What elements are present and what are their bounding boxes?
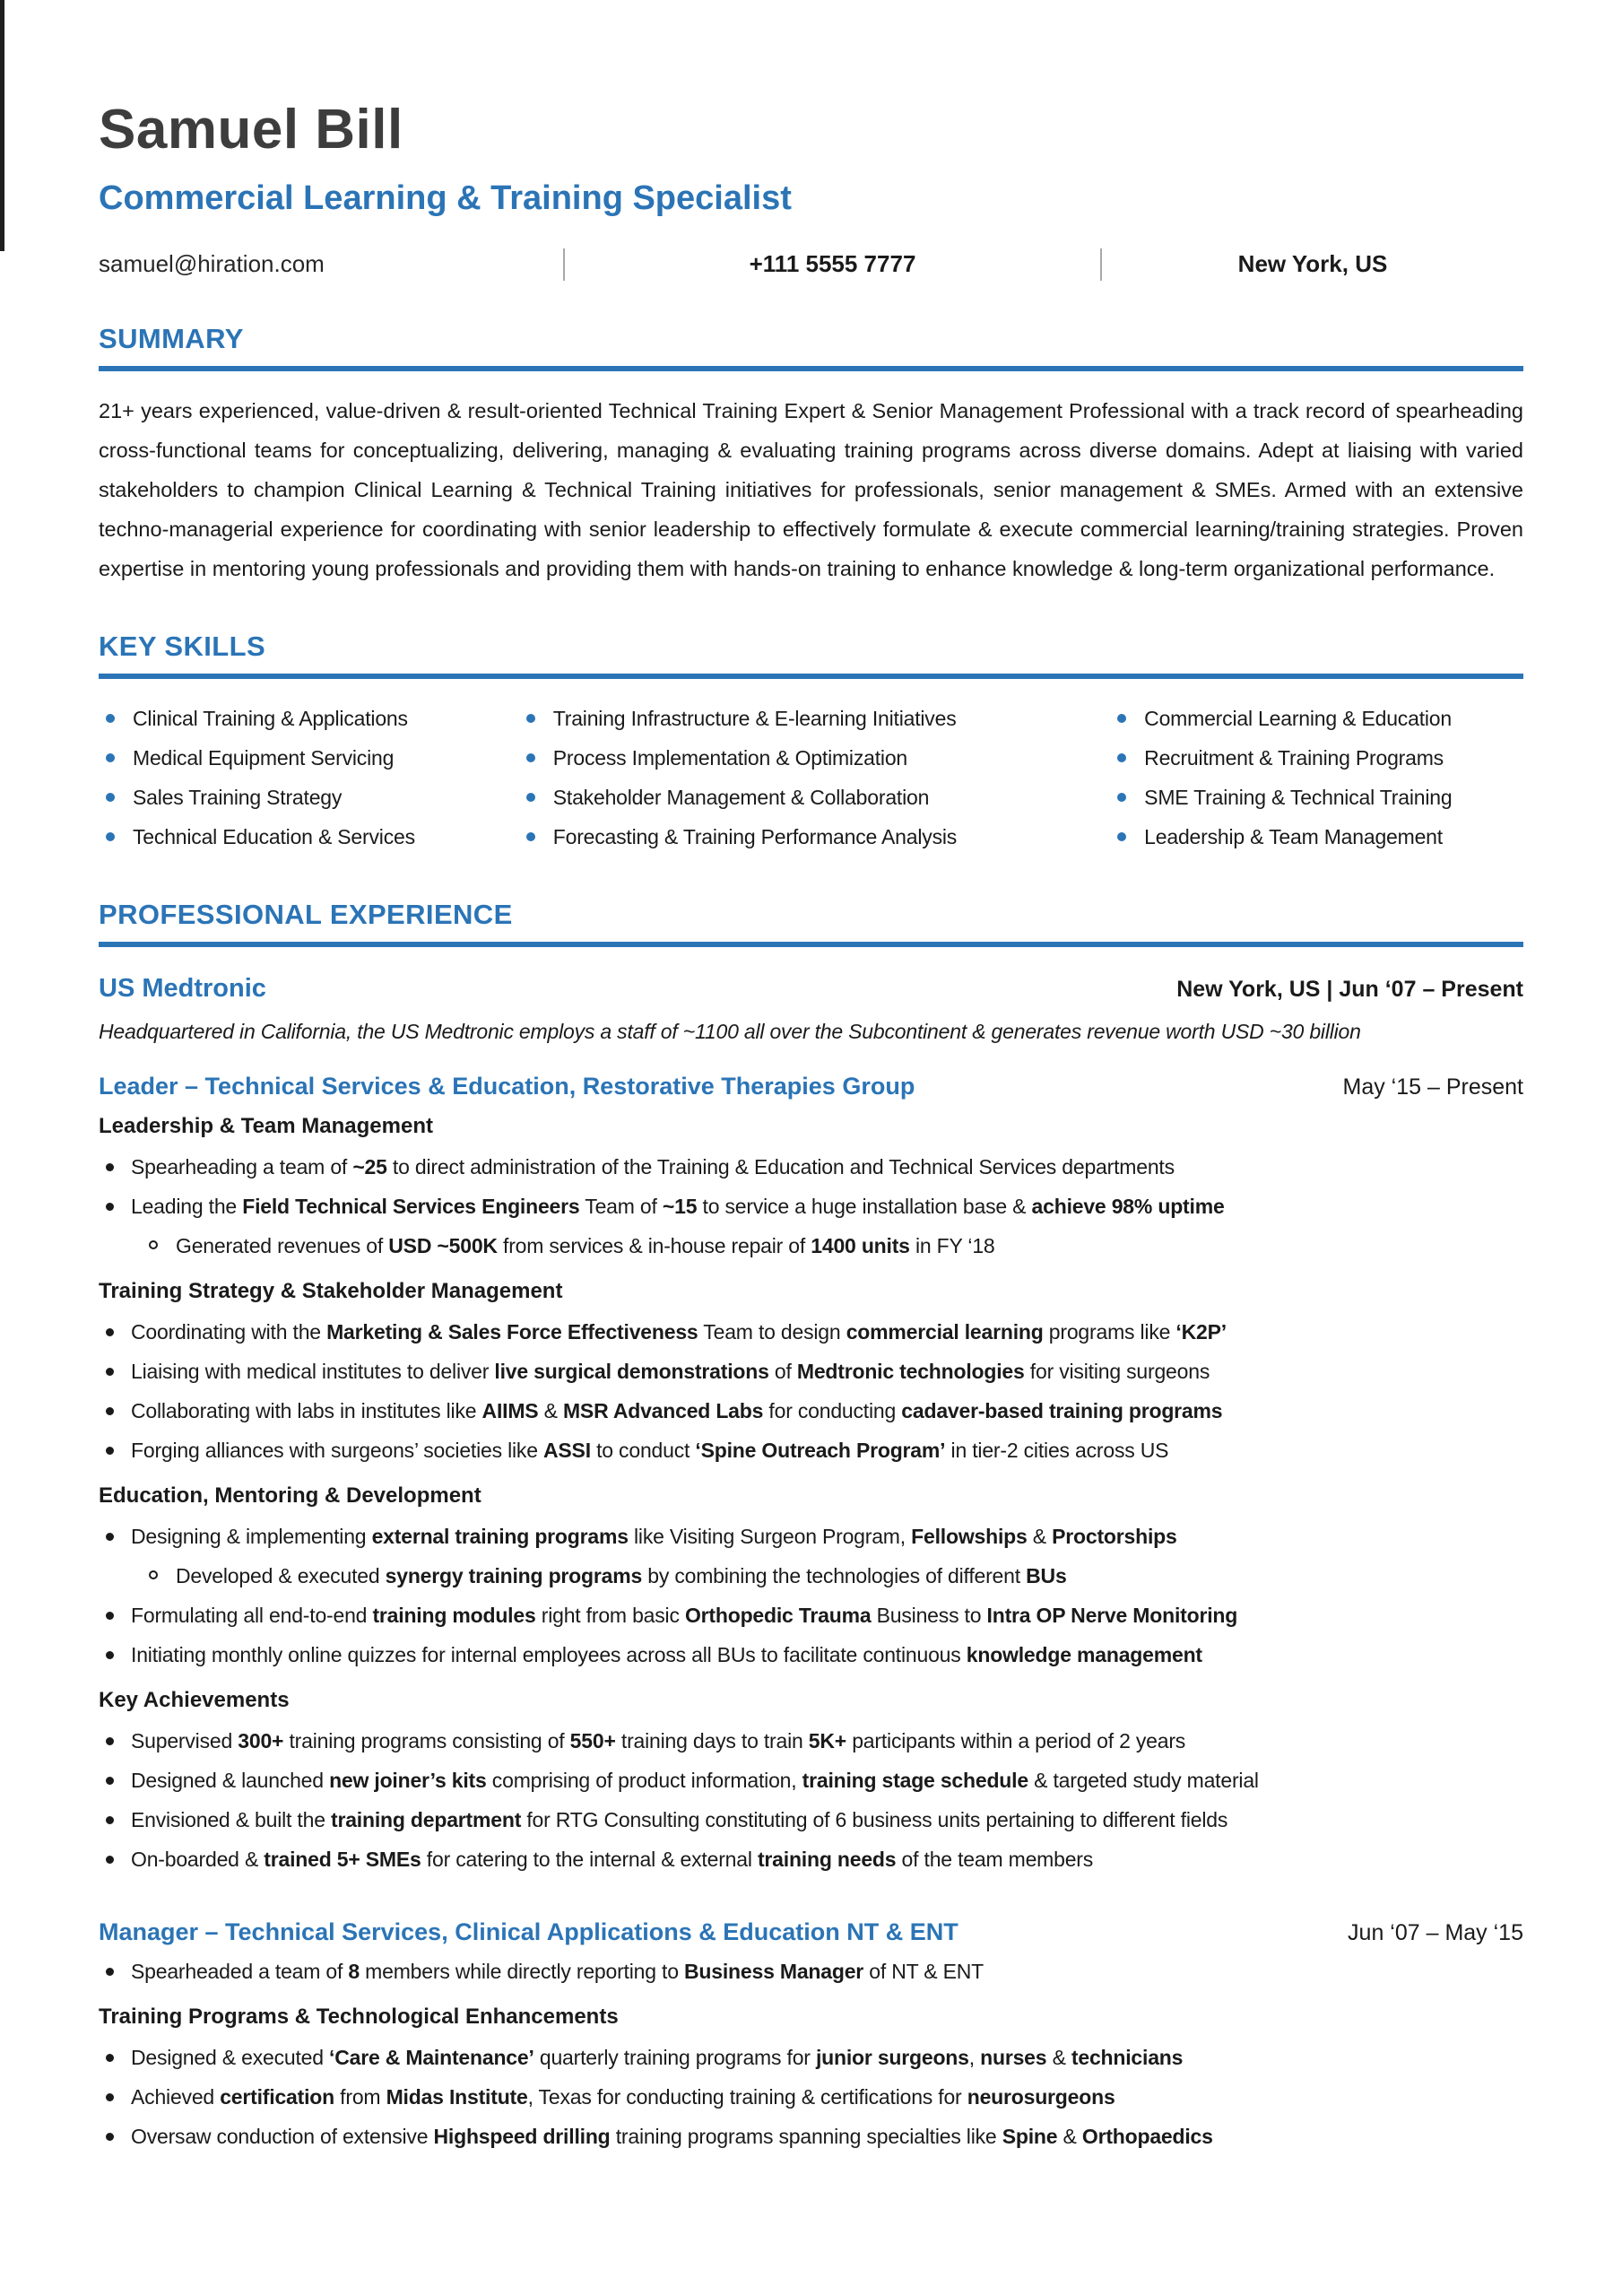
company-name: US Medtronic [99, 974, 266, 1004]
bullet-text: On-boarded & trained 5+ SMEs for catering to the internal & external training needs of the team members [131, 1848, 1094, 1872]
resume-header [99, 100, 1523, 281]
bullet-item [99, 1596, 1523, 1635]
skill-label: Sales Training Strategy [133, 785, 343, 809]
skill-column-1 [99, 699, 519, 857]
skill-item [1110, 699, 1523, 738]
skill-item [99, 778, 519, 817]
bullet-group [99, 1952, 1523, 1991]
bullet-marker-icon [99, 1517, 131, 1556]
bullet-text: Developed & executed synergy training programs by combining the technologies of different BUs [176, 1564, 1067, 1588]
bullet-dot-icon [526, 832, 535, 841]
summary-section [99, 322, 1523, 588]
bullet-dot-icon [106, 753, 115, 762]
bullet-dot-icon [526, 753, 535, 762]
bullet-dot-icon [1117, 793, 1126, 802]
bullet-group [99, 1996, 1523, 2156]
skill-item [99, 817, 519, 857]
bullet-text: Formulating all end-to-end training modules right from basic Orthopedic Trauma Business to Intra OP Nerve Monitoring [131, 1604, 1238, 1628]
bullet-marker-icon [99, 1952, 131, 1991]
role-header [99, 1918, 1523, 1946]
role-title: Leader – Technical Services & Education, Restorative Therapies Group [99, 1073, 915, 1100]
skill-item [99, 738, 519, 778]
bullet-text: Designed & launched new joiner’s kits comprising of product information, training stage schedule & targeted study material [131, 1769, 1259, 1793]
section-rule [99, 942, 1523, 947]
bullet-dot-icon [1117, 714, 1126, 723]
role-dates: May ‘15 – Present [1342, 1074, 1523, 1100]
bullet-marker-icon [99, 1761, 131, 1800]
bullet-marker-icon [99, 1800, 131, 1839]
key-skills-heading: KEY SKILLS [99, 631, 266, 663]
skill-label: Training Infrastructure & E-learning Initiatives [552, 706, 957, 730]
summary-heading: SUMMARY [99, 322, 244, 354]
bullet-text: Initiating monthly online quizzes for internal employees across all BUs to facilitate continuous knowledge management [131, 1643, 1202, 1667]
contact-row [99, 248, 1523, 281]
bullet-marker-icon [99, 1596, 131, 1635]
bullet-group-heading: Training Strategy & Stakeholder Management [99, 1279, 563, 1304]
bullet-marker-icon [99, 1721, 131, 1761]
bullet-item [99, 1187, 1523, 1226]
key-skills-grid [99, 699, 1523, 857]
skill-label: Recruitment & Training Programs [1144, 745, 1444, 770]
bullet-group [99, 1475, 1523, 1674]
key-skills-section [99, 630, 1523, 857]
role-title: Manager – Technical Services, Clinical Applications & Education NT & ENT [99, 1918, 958, 1946]
contact-location: New York, US [1237, 250, 1388, 278]
bullet-marker-icon [99, 1312, 131, 1352]
skill-label: Process Implementation & Optimization [552, 745, 908, 770]
bullet-item [99, 1312, 1523, 1352]
bullet-dot-icon [526, 793, 535, 802]
bullet-text: Spearheaded a team of 8 members while directly reporting to Business Manager of NT & ENT [131, 1960, 984, 1984]
bullet-item [99, 1761, 1523, 1800]
bullet-text: Designing & implementing external training programs like Visiting Surgeon Program, Fellowships & Proctorships [131, 1525, 1177, 1549]
bullet-text: Coordinating with the Marketing & Sales Force Effectiveness Team to design commercial learning programs like ‘K2P’ [131, 1320, 1227, 1344]
bullet-marker-icon [142, 1556, 176, 1596]
candidate-name: Samuel Bill [99, 99, 403, 161]
bullet-text: Forging alliances with surgeons’ societies like ASSI to conduct ‘Spine Outreach Program’ in tier-2 cities across US [131, 1439, 1169, 1463]
bullet-marker-icon [99, 1352, 131, 1391]
summary-text: 21+ years experienced, value-driven & result-oriented Technical Training Expert & Senior Management Professional with a track record of spearheading cross-functional teams for conceptualizing, delivering, managing & evaluating training programs across diverse domains. Adept at liaising with varied stakeholders to champion Clinical Learning & Technical Training initiatives for professionals, senior management & SMEs. Armed with an extensive techno-managerial experience for coordinating with senior leadership to effectively formulate & execute commercial learning/training strategies. Proven expertise in mentoring young professionals and providing them with hands-on training to enhance knowledge & long-term organizational performance. [99, 399, 1523, 581]
skill-item [1110, 778, 1523, 817]
section-rule [99, 674, 1523, 679]
bullet-text: Liaising with medical institutes to deliver live surgical demonstrations of Medtronic technologies for visiting surgeons [131, 1360, 1210, 1384]
bullet-item [99, 1391, 1523, 1431]
bullet-item [99, 1226, 1523, 1265]
bullet-item [99, 2038, 1523, 2077]
skill-column-2 [519, 699, 1110, 857]
bullet-marker-icon [99, 1391, 131, 1431]
bullet-dot-icon [106, 714, 115, 723]
bullet-text: Designed & executed ‘Care & Maintenance’ quarterly training programs for junior surgeons, nurses & technicians [131, 2046, 1184, 2070]
skill-label: Leadership & Team Management [1144, 824, 1443, 848]
bullet-marker-icon [99, 2077, 131, 2117]
skill-item [519, 778, 1110, 817]
bullet-group-heading: Education, Mentoring & Development [99, 1483, 481, 1509]
role-2 [99, 1918, 1523, 2156]
bullet-dot-icon [106, 793, 115, 802]
bullet-text: Generated revenues of USD ~500K from services & in-house repair of 1400 units in FY ‘18 [176, 1234, 995, 1258]
skill-label: Medical Equipment Servicing [133, 745, 395, 770]
skill-item [519, 738, 1110, 778]
bullet-text: Achieved certification from Midas Institute, Texas for conducting training & certifications for neurosurgeons [131, 2085, 1115, 2109]
bullet-group [99, 1680, 1523, 1879]
skill-item [1110, 738, 1523, 778]
skill-label: Stakeholder Management & Collaboration [552, 785, 930, 809]
skill-item [519, 817, 1110, 857]
bullet-item [99, 1800, 1523, 1839]
candidate-title: Commercial Learning & Training Specialist [99, 179, 792, 218]
bullet-group-heading: Training Programs & Technological Enhancements [99, 2005, 619, 2030]
bullet-marker-icon [142, 1226, 176, 1265]
skill-item [519, 699, 1110, 738]
bullet-item [99, 2117, 1523, 2156]
skill-label: Technical Education & Services [133, 824, 415, 848]
bullet-marker-icon [99, 2038, 131, 2077]
bullet-item [99, 2077, 1523, 2117]
bullet-group-heading: Key Achievements [99, 1688, 290, 1713]
skill-label: Commercial Learning & Education [1144, 706, 1452, 730]
bullet-marker-icon [99, 1431, 131, 1470]
bullet-item [99, 1635, 1523, 1674]
bullet-marker-icon [99, 1147, 131, 1187]
section-rule [99, 366, 1523, 371]
bullet-marker-icon [99, 2117, 131, 2156]
bullet-text: Leading the Field Technical Services Engineers Team of ~15 to service a huge installation base & achieve 98% uptime [131, 1195, 1225, 1219]
skill-item [1110, 817, 1523, 857]
experience-roles [99, 1073, 1523, 2156]
bullet-group [99, 1271, 1523, 1470]
page-edge-mark [0, 0, 4, 251]
skill-column-3 [1110, 699, 1523, 857]
bullet-group-heading: Leadership & Team Management [99, 1114, 433, 1139]
bullet-group [99, 1106, 1523, 1265]
bullet-text: Oversaw conduction of extensive Highspeed drilling training programs spanning specialties like Spine & Orthopaedics [131, 2125, 1213, 2149]
bullet-item [99, 1517, 1523, 1556]
bullet-item [99, 1431, 1523, 1470]
bullet-text: Collaborating with labs in institutes like AIIMS & MSR Advanced Labs for conducting cadaver-based training programs [131, 1399, 1223, 1423]
bullet-dot-icon [1117, 753, 1126, 762]
skill-item [99, 699, 519, 738]
bullet-marker-icon [99, 1839, 131, 1879]
bullet-text: Supervised 300+ training programs consisting of 550+ training days to train 5K+ participants within a period of 2 years [131, 1729, 1186, 1753]
bullet-item [99, 1952, 1523, 1991]
company-row [99, 974, 1523, 1004]
skill-label: Forecasting & Training Performance Analysis [552, 824, 958, 848]
role-1 [99, 1073, 1523, 1879]
company-location-dates: New York, US | Jun ‘07 – Present [1176, 977, 1523, 1003]
bullet-item [99, 1147, 1523, 1187]
bullet-item [99, 1839, 1523, 1879]
contact-phone: +111 5555 7777 [749, 250, 916, 278]
bullet-dot-icon [1117, 832, 1126, 841]
bullet-item [99, 1556, 1523, 1596]
bullet-dot-icon [526, 714, 535, 723]
company-description: Headquartered in California, the US Medtronic employs a staff of ~1100 all over the Subcontinent & generates revenue worth USD ~30 billion [99, 1020, 1361, 1044]
bullet-item [99, 1721, 1523, 1761]
bullet-dot-icon [106, 832, 115, 841]
role-dates: Jun ‘07 – May ‘15 [1348, 1920, 1523, 1946]
experience-section [99, 898, 1523, 2156]
bullet-item [99, 1352, 1523, 1391]
bullet-text: Spearheading a team of ~25 to direct administration of the Training & Education and Technical Services departments [131, 1155, 1175, 1179]
bullet-marker-icon [99, 1635, 131, 1674]
bullet-marker-icon [99, 1187, 131, 1226]
role-header [99, 1073, 1523, 1100]
skill-label: Clinical Training & Applications [133, 706, 408, 730]
bullet-text: Envisioned & built the training department for RTG Consulting constituting of 6 business units pertaining to different fields [131, 1808, 1228, 1832]
contact-email: samuel@hiration.com [99, 250, 325, 278]
experience-heading: PROFESSIONAL EXPERIENCE [99, 899, 513, 931]
skill-label: SME Training & Technical Training [1144, 785, 1453, 809]
